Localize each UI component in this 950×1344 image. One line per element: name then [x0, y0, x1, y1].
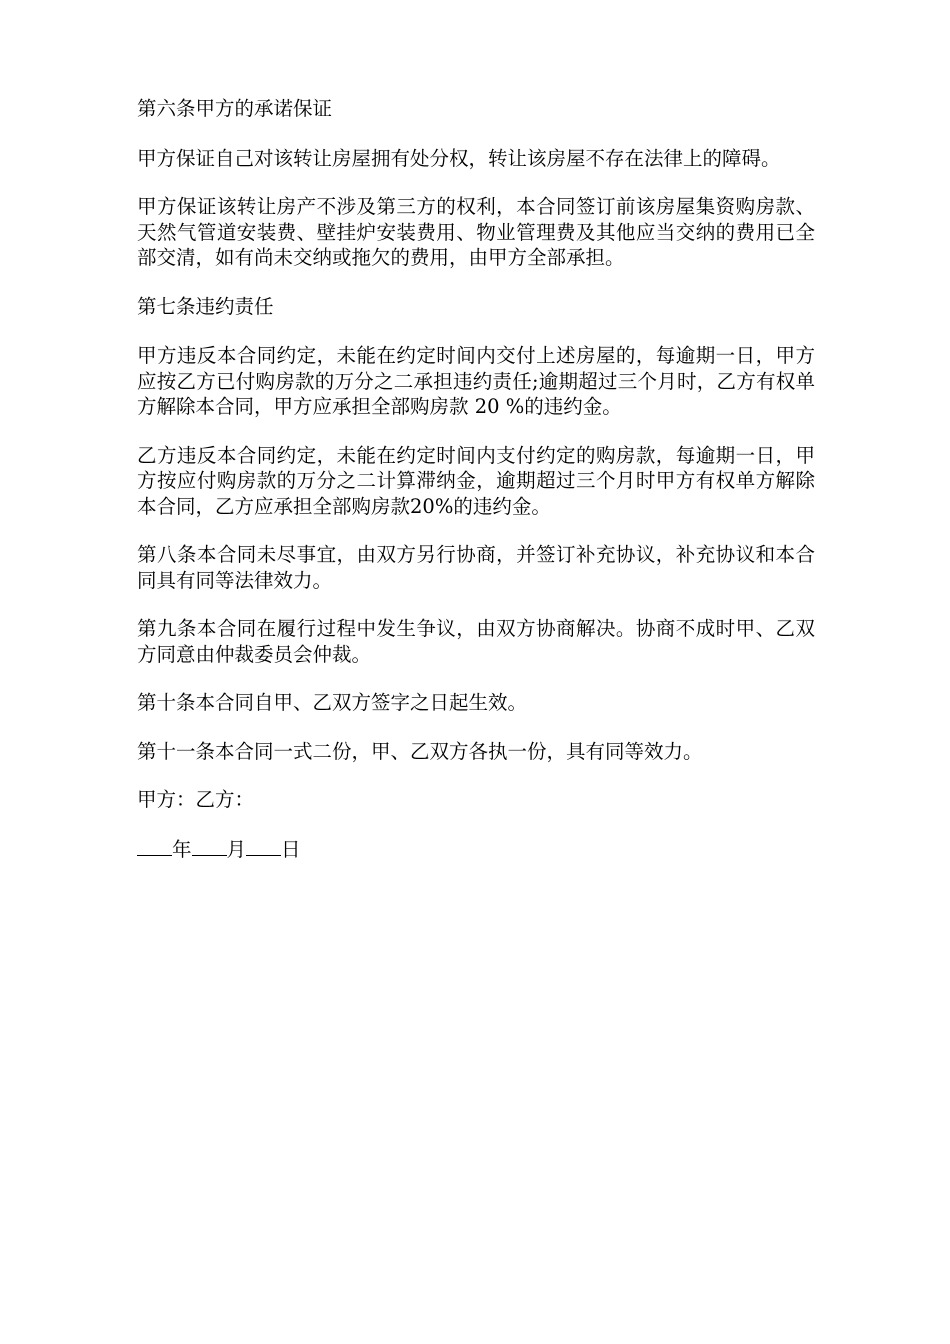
article-10-paragraph: 第十条本合同自甲、乙双方签字之日起生效。: [137, 691, 528, 714]
month-blank: [192, 838, 227, 856]
month-label: 月: [226, 837, 247, 861]
article-7-paragraph-2: 乙方违反本合同约定，未能在约定时间内支付约定的购房款，每逾期一日，甲方按应付购房款的万分之二计算滞纳金，逾期超过三个月时甲方有权单方解除本合同，乙方应承担全部购房款20%的违约金。: [137, 443, 815, 518]
article-11-paragraph: 第十一条本合同一式二份，甲、乙双方各执一份，具有同等效力。: [137, 739, 703, 763]
date-line: [137, 837, 815, 863]
article-8-paragraph: 第八条本合同未尽事宜，由双方另行协商，并签订补充协议，补充协议和本合同具有同等法律效力。: [137, 543, 815, 592]
article-7-paragraph-1: 甲方违反本合同约定，未能在约定时间内交付上述房屋的，每逾期一日，甲方应按乙方已付购房款的万分之二承担违约责任;逾期超过三个月时，乙方有权单方解除本合同，甲方应承担全部购房款 20 %的违约金。: [137, 344, 815, 418]
year-label: 年: [172, 837, 192, 861]
day-blank: [246, 838, 281, 856]
article-7-heading: 第七条违约责任: [137, 294, 274, 318]
year-blank: [137, 838, 172, 856]
article-6-heading: 第六条甲方的承诺保证: [137, 97, 333, 120]
article-6-paragraph-2: 甲方保证该转让房产不涉及第三方的权利，本合同签订前该房屋集资购房款、天然气管道安装费、壁挂炉安装费用、物业管理费及其他应当交纳的费用已全部交清，如有尚未交纳或拖欠的费用，由甲方全部承担。: [137, 195, 815, 269]
contract-page: [137, 96, 815, 885]
signature-line: 甲方：乙方：: [137, 788, 255, 811]
article-6-paragraph-1: 甲方保证自己对该转让房屋拥有处分权，转让该房屋不存在法律上的障碍。: [137, 146, 781, 170]
day-label: 日: [281, 837, 301, 861]
article-9-paragraph: 第九条本合同在履行过程中发生争议，由双方协商解决。协商不成时甲、乙双方同意由仲裁委员会仲裁。: [137, 617, 815, 666]
